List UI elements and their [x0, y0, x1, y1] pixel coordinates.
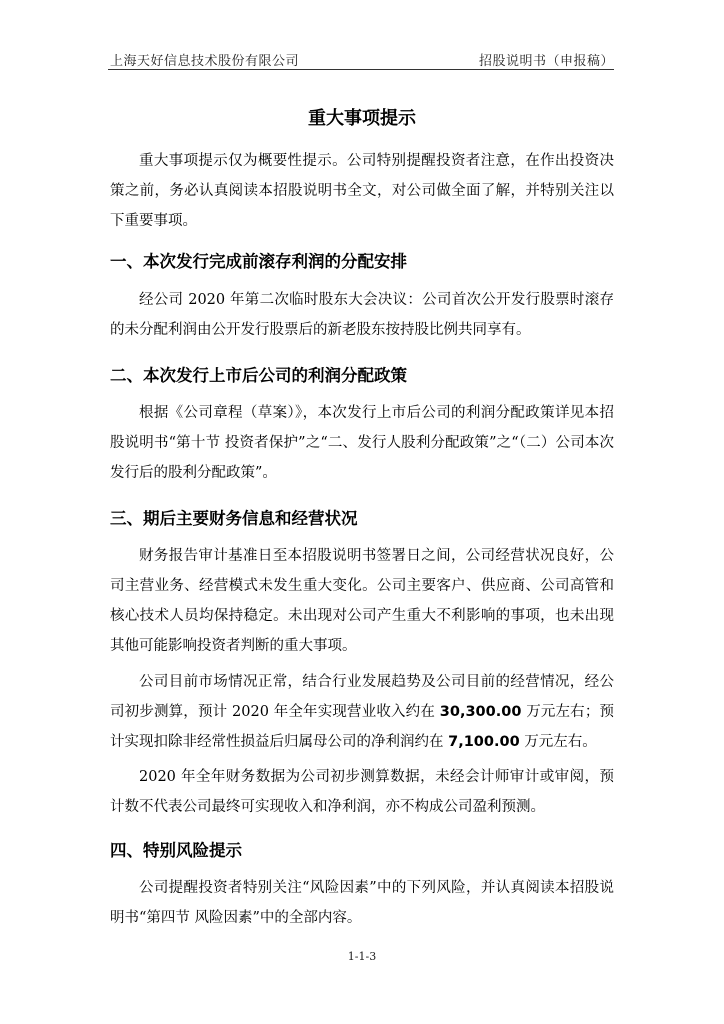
section-4-heading: 四、特别风险提示	[110, 841, 242, 860]
forecast-text-c: 万元左右。	[519, 734, 597, 750]
section-3-heading: 三、期后主要财务信息和经营状况	[110, 509, 358, 528]
intro-paragraph: 重大事项提示仅为概要性提示。公司特别提醒投资者注意，在作出投资决策之前，务必认真阅读本招股说明书全文，对公司做全面了解，并特别关注以下重要事项。	[110, 153, 614, 229]
section-2-heading: 二、本次发行上市后公司的利润分配政策	[110, 366, 407, 385]
section-1-paragraph: 经公司 2020 年第二次临时股东大会决议：公司首次公开发行股票时滚存的未分配利润由公开发行股票后的新老股东按持股比例共同享有。	[110, 292, 614, 338]
section-3-paragraph-3: 2020 年全年财务数据为公司初步测算数据，未经会计师审计或审阅，预计数不代表公司最终可实现收入和净利润，亦不构成公司盈利预测。	[110, 769, 614, 815]
section-4-paragraph: 公司提醒投资者特别关注“风险因素”中的下列风险，并认真阅读本招股说明书“第四节 风险因素”中的全部内容。	[110, 880, 614, 926]
section-2-paragraph: 根据《公司章程（草案）》，本次发行上市后公司的利润分配政策详见本招股说明书“第十节 投资者保护”之“二、发行人股利分配政策”之“（二）公司本次发行后的股利分配政策”。	[110, 405, 614, 481]
forecast-text-b: 万元左右；预计实现扣除非经常性损益后归属母公司的净利润约在	[110, 704, 614, 750]
page-number: 1-1-3	[347, 950, 377, 963]
section-3-paragraph-1: 财务报告审计基准日至本招股说明书签署日之间，公司经营状况良好，公司主营业务、经营模式未发生重大变化。公司主要客户、供应商、公司高管和核心技术人员均保持稳定。未出现对公司产生重大不利影响的事项，也未出现其他可能影响投资者判断的重大事项。	[110, 548, 614, 654]
section-1-heading: 一、本次发行完成前滚存利润的分配安排	[110, 252, 407, 271]
revenue-forecast-value: 30,300.00	[439, 704, 522, 720]
header-document-type: 招股说明书（申报稿）	[478, 54, 614, 69]
page-title: 重大事项提示	[308, 108, 416, 129]
net-profit-forecast-value: 7,100.00	[448, 734, 520, 750]
section-3-paragraph-2	[110, 667, 614, 757]
header-divider	[108, 69, 614, 70]
forecast-text-a: 公司目前市场情况正常，结合行业发展趋势及公司目前的经营情况，经公司初步测算，预计 2020 年全年实现营业收入约在	[110, 674, 614, 720]
header-company-name: 上海天好信息技术股份有限公司	[110, 54, 300, 69]
